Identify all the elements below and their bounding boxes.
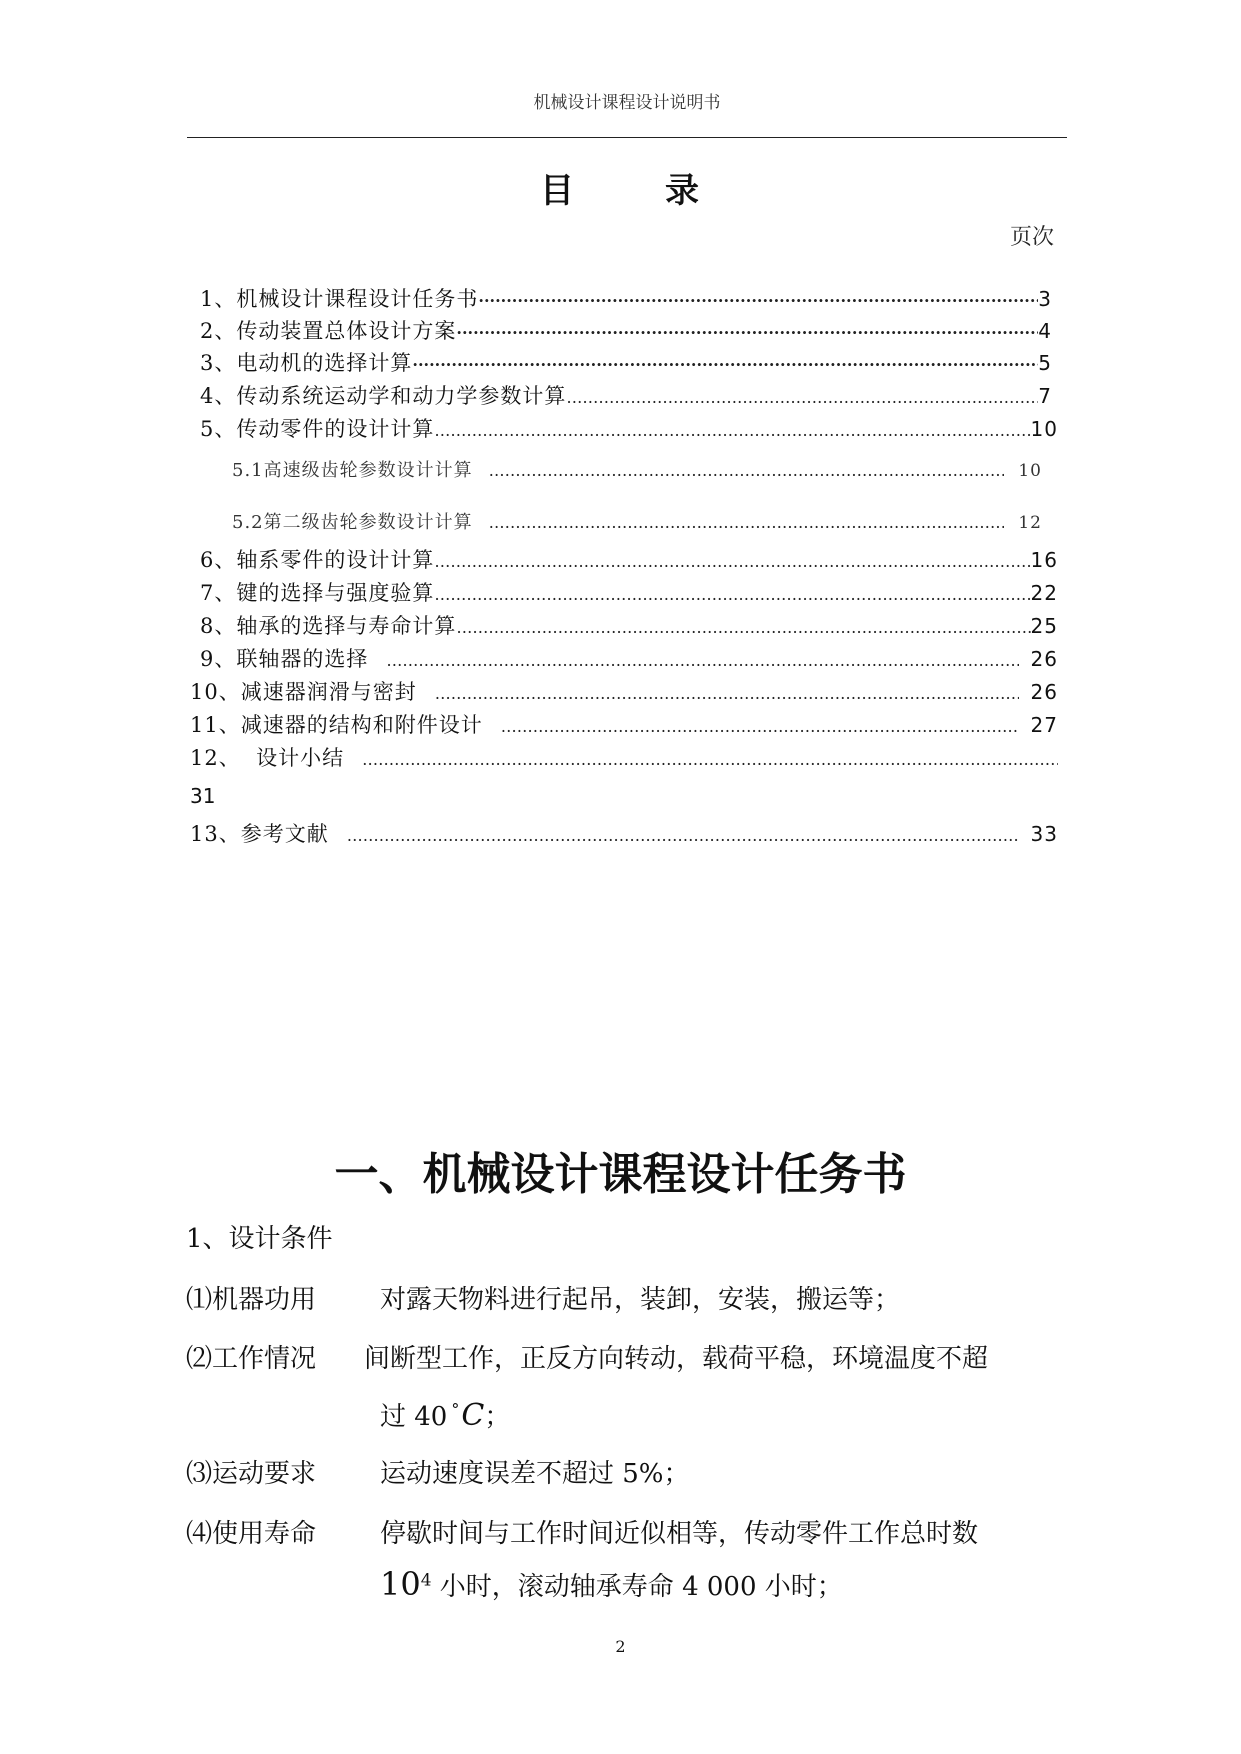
toc-leader-dots <box>362 750 1058 769</box>
toc-leader-dots <box>386 651 1018 670</box>
condition-label: ⑷使用寿命 <box>186 1519 317 1549</box>
condition-label: ⑵工作情况 <box>186 1344 317 1374</box>
toc-entry-page: 10 <box>1018 461 1042 481</box>
toc-entry-label: 5.2第二级齿轮参数设计计算 <box>232 512 473 533</box>
condition-text: 运动速度误差不超过 5%； <box>380 1459 690 1489</box>
condition-label: ⑶运动要求 <box>186 1459 317 1489</box>
degree-symbol: ° <box>451 1400 460 1420</box>
toc-entry-label: 11、减速器的结构和附件设计 <box>190 713 483 737</box>
toc-entry-page: 7 <box>1038 384 1052 408</box>
toc-leader-dots <box>434 552 1030 571</box>
toc-leader-dots <box>489 461 1005 480</box>
toc-leader-dots <box>478 291 1038 310</box>
toc-entry[interactable] <box>200 544 1058 574</box>
toc-entry-label: 7、键的选择与强度验算 <box>200 581 435 605</box>
toc-leader-dots <box>489 513 1005 532</box>
toc-entry[interactable] <box>190 709 1058 739</box>
page-number: 2 <box>615 1637 626 1656</box>
toc-leader-dots <box>434 585 1030 604</box>
toc-entry-page-wrapped: 31 <box>190 784 216 808</box>
toc-title-char-1: 目 <box>540 171 574 211</box>
toc-entry-label: 5.1高速级齿轮参数设计计算 <box>232 460 473 481</box>
condition-text-end: ； <box>484 1402 511 1432</box>
toc-entry-label: 4、传动系统运动学和动力学参数计算 <box>200 384 567 408</box>
toc-entry-page: 33 <box>1030 822 1058 846</box>
toc-entry-label: 13、参考文献 <box>190 822 329 846</box>
condition-text: 停歇时间与工作时间近似相等，传动零件工作总时数 <box>380 1519 979 1549</box>
toc-entry-page: 5 <box>1038 351 1052 375</box>
toc-entry-page: 26 <box>1030 680 1058 704</box>
toc-entry-label: 8、轴承的选择与寿命计算 <box>200 614 457 638</box>
section-subheading: 1、设计条件 <box>186 1224 333 1254</box>
toc-entry-page: 12 <box>1018 513 1042 533</box>
toc-subentry[interactable] <box>232 508 1042 534</box>
toc-entry-page: 26 <box>1030 647 1058 671</box>
toc-entry[interactable] <box>190 676 1058 706</box>
temperature-value: 过 40 <box>380 1402 448 1432</box>
hours-exponent: 4 <box>420 1570 432 1591</box>
toc-entry-label: 6、轴系零件的设计计算 <box>200 548 435 572</box>
toc-entry[interactable] <box>200 315 1052 345</box>
toc-leader-dots <box>501 717 1019 736</box>
toc-entry[interactable] <box>200 347 1052 377</box>
toc-entry-label: 12、 设计小结 <box>190 746 345 770</box>
toc-entry[interactable] <box>200 610 1058 640</box>
toc-entry[interactable] <box>190 742 1058 772</box>
condition-label: ⑴机器功用 <box>186 1285 317 1315</box>
toc-entry-label: 5、传动零件的设计计算 <box>200 417 435 441</box>
toc-leader-dots <box>566 388 1038 407</box>
toc-entry[interactable] <box>200 413 1058 443</box>
toc-entry-page: 3 <box>1038 287 1052 311</box>
toc-leader-dots <box>347 826 1019 845</box>
toc-entry-page: 25 <box>1030 614 1058 638</box>
toc-leader-dots <box>434 421 1030 440</box>
toc-entry[interactable] <box>200 283 1052 313</box>
toc-entry-page: 10 <box>1030 417 1058 441</box>
condition-text-continuation <box>380 1396 510 1433</box>
toc-title-char-2: 录 <box>665 171 699 211</box>
section-title: 一、机械设计课程设计任务书 <box>334 1149 907 1200</box>
condition-text: 间断型工作，正反方向转动，载荷平稳，环境温度不超 <box>364 1344 989 1374</box>
page-column-label: 页次 <box>1010 225 1055 250</box>
condition-text-continuation <box>380 1565 843 1603</box>
toc-entry-label: 2、传动装置总体设计方案 <box>200 319 457 343</box>
toc-entry-page: 27 <box>1030 713 1058 737</box>
toc-entry-label: 10、减速器润滑与密封 <box>190 680 417 704</box>
toc-leader-dots <box>412 355 1038 374</box>
condition-text: 对露天物料进行起吊，装卸，安装，搬运等； <box>380 1285 901 1315</box>
toc-leader-dots <box>456 323 1038 342</box>
toc-entry-page: 4 <box>1038 319 1052 343</box>
toc-leader-dots <box>435 684 1019 703</box>
toc-entry[interactable] <box>190 818 1058 848</box>
toc-entry[interactable] <box>200 577 1058 607</box>
toc-entry[interactable] <box>200 643 1058 673</box>
hours-base: 10 <box>380 1565 421 1603</box>
toc-title <box>540 163 699 212</box>
celsius-unit: C <box>461 1398 485 1433</box>
running-header: 机械设计课程设计说明书 <box>533 93 721 113</box>
toc-entry[interactable] <box>200 380 1052 410</box>
toc-subentry[interactable] <box>232 456 1042 482</box>
toc-entry-page: 22 <box>1030 581 1058 605</box>
toc-leader-dots <box>456 618 1030 637</box>
toc-entry-label: 9、联轴器的选择 <box>200 647 369 671</box>
toc-entry-page: 16 <box>1030 548 1058 572</box>
toc-entry-label: 1、机械设计课程设计任务书 <box>200 287 479 311</box>
header-rule <box>187 137 1067 138</box>
condition-text-end: 小时，滚动轴承寿命 4 000 小时； <box>431 1572 843 1602</box>
toc-entry-label: 3、电动机的选择计算 <box>200 351 413 375</box>
